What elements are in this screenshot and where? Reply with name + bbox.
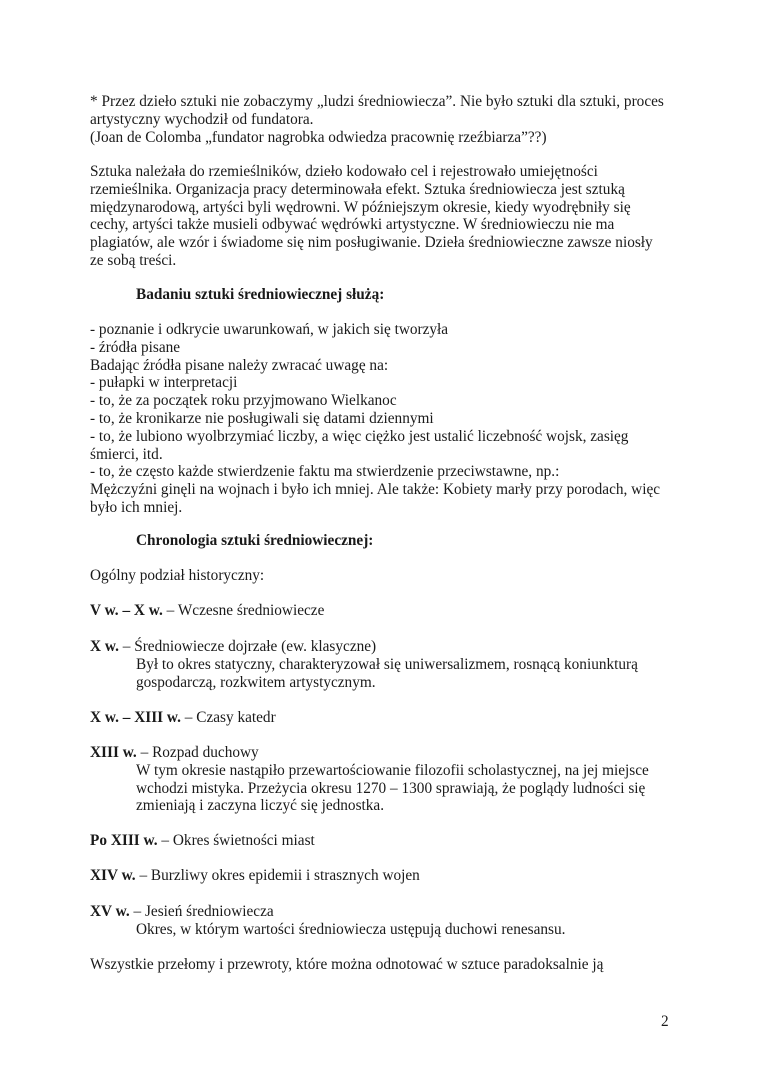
text-line: Badając źródła pisane należy zwracać uwagę na: [90,356,389,374]
list-item: - to, że lubiono wyolbrzymiać liczby, a więc ciężko jest ustalić liczebność wojsk, zasięg [90,427,629,445]
period-line [90,709,680,727]
period-description: – Burzliwy okres epidemii i strasznych wojen [135,867,420,884]
section-heading-research: Badaniu sztuki średniowiecznej służą: [136,286,385,303]
period-entry [90,867,680,885]
period-label: XIII w. [90,744,137,761]
intro-paragraph [90,93,680,146]
text-line: było ich mniej. [90,498,183,516]
period-detail: wchodzi mistyka. Przeżycia okresu 1270 – 1300 sprawiają, że poglądy ludności się [136,779,646,797]
period-description: – Jesień średniowiecza [129,903,274,920]
text-line: * Przez dzieło sztuki nie zobaczymy „ludzi średniowiecza”. Nie było sztuki dla sztuki, proces [90,93,664,110]
text-line: Sztuka należała do rzemieślników, dzieło kodowało cel i rejestrowało umiejętności [90,163,598,180]
period-label: XV w. [90,903,130,920]
period-line [90,744,680,762]
period-line [90,903,680,921]
text-line: (Joan de Colomba „fundator nagrobka odwiedza pracownię rzeźbiarza”??) [90,128,547,146]
text-line: ze sobą treści. [90,251,177,269]
text-line: międzynarodową, artyści byli wędrowni. W późniejszym okresie, kiedy wyodrębniły się [90,198,631,216]
list-item: - poznanie i odkrycie uwarunkowań, w jakich się tworzyła [90,321,449,338]
page-number: 2 [661,1013,669,1030]
general-division-label: Ogólny podział historyczny: [90,567,265,584]
period-line [90,602,680,620]
period-entry [90,744,680,815]
list-item: - źródła pisane [90,338,181,356]
closing-line: Wszystkie przełomy i przewroty, które można odnotować w sztuce paradoksalnie ją [90,956,604,973]
text-line: cechy, artyści także musieli odbywać wędrówki artystyczne. W średniowieczu nie ma [90,216,615,234]
period-detail: zmieniają i zaczyna liczyć się jednostka. [136,797,385,815]
period-label: X w. [90,638,119,655]
period-line [90,832,680,850]
list-item: - to, że często każde stwierdzenie faktu ma stwierdzenie przeciwstawne, np.: [90,463,560,481]
period-detail: Okres, w którym wartości średniowiecza ustępują duchowi renesansu. [136,920,566,938]
list-item: - pułapki w interpretacji [90,374,238,392]
period-description: – Średniowiecze dojrzałe (ew. klasyczne) [118,638,377,655]
period-description: – Rozpad duchowy [136,744,259,761]
period-detail: gospodarczą, rozkwitem artystycznym. [136,673,376,691]
period-label: V w. – X w. [90,602,163,619]
period-label: X w. – XIII w. [90,709,181,726]
period-entry [90,832,680,850]
period-description: – Czasy katedr [180,709,276,726]
period-description: – Wczesne średniowiecze [162,602,325,619]
text-line: rzemieślnika. Organizacja pracy determinowała efekt. Sztuka średniowiecza jest sztuką [90,180,625,198]
list-item: - to, że za początek roku przyjmowano Wielkanoc [90,392,397,410]
period-entry [90,638,680,691]
period-detail: W tym okresie nastąpiło przewartościowanie filozofii scholastycznej, na jej miejsce [136,761,649,779]
research-list [90,321,680,517]
list-item: - to, że kronikarze nie posługiwali się datami dziennymi [90,409,434,427]
period-line [90,638,680,656]
period-detail: Był to okres statyczny, charakteryzował się uniwersalizmem, rosnącą koniunkturą [136,655,638,673]
period-label: XIV w. [90,867,136,884]
text-line: artystyczny wychodził od fundatora. [90,110,314,128]
section-heading-chronology: Chronologia sztuki średniowiecznej: [136,532,374,549]
period-entry [90,709,680,727]
period-description: – Okres świetności miast [157,832,315,849]
crafts-paragraph [90,163,680,270]
text-line: plagiatów, ale wzór i świadome się nim posługiwanie. Dzieła średniowieczne zawsze niosły [90,234,653,252]
text-line: Mężczyźni ginęli na wojnach i było ich mniej. Ale także: Kobiety marły przy porodach, więc [90,481,661,499]
period-entry [90,602,680,620]
period-label: Po XIII w. [90,832,158,849]
text-line: śmierci, itd. [90,445,163,463]
period-entry [90,903,680,939]
period-line [90,867,680,885]
